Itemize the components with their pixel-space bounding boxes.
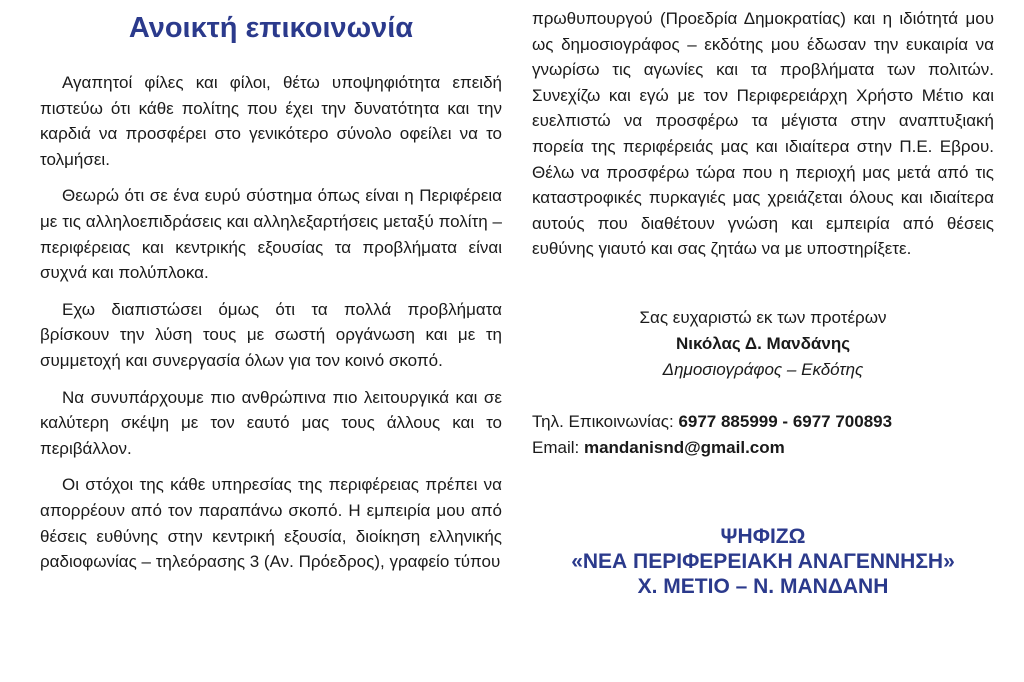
vote-callout — [532, 524, 994, 599]
signoff-thanks: Σας ευχαριστώ εκ των προτέρων — [639, 307, 887, 327]
phone-line — [532, 409, 994, 435]
phone-number: 6977 885999 - 6977 700893 — [678, 411, 893, 431]
paragraph-continued: πρωθυπουργού (Προεδρία Δημοκρατίας) και η ιδιότητά μου ως δημοσιογράφος – εκδότης μου έδωσαν την ευκαιρία να γνωρίσω τις αγωνίες και τα προβλήματα των πολιτών. Συνεχίζω και εγώ με τον Περιφερειάρχη Χρήστο Μέτιο και ευελπιστώ να προσφέρω τα μέγιστα στην αναπτυξιακή πορεία της περιφέρειάς μας και ιδιαίτερα στην Π.Ε. Εβρου. Θέλω να προσφέρω τώρα που η περιοχή μας μετά από τις καταστροφικές πυρκαγιές μας χρειάζεται όλους και ιδιαίτερα αυτούς που διαθέτουν γνώση και εμπειρία από θέσεις ευθύνης γιαυτό και σας ζητάω να με υποστηρίξετε. — [532, 9, 994, 259]
signoff — [532, 305, 994, 383]
email-line — [532, 435, 994, 461]
left-column — [40, 0, 502, 682]
paragraph: Να συνυπάρχουμε πιο ανθρώπινα πιο λειτουργικά και σε καλύτερη σκέψη με τον εαυτό μας τους άλλους και το περιβάλλον. — [40, 387, 502, 458]
author-role: Δημοσιογράφος – Εκδότης — [662, 359, 864, 379]
vote-line-2: «ΝΕΑ ΠΕΡΙΦΕΡΕΙΑΚΗ ΑΝΑΓΕΝΝΗΣΗ» — [571, 549, 955, 573]
paragraph: Θεωρώ ότι σε ένα ευρύ σύστημα όπως είναι η Περιφέρεια με τις αλληλοεπιδράσεις και αλληλεξαρτήσεις μεταξύ πολίτη – περιφέρειας και κεντρικής εξουσίας τα προβλήματα είναι συχνά και πολύπλοκα. — [40, 186, 502, 283]
contact-block — [532, 409, 994, 461]
vote-line-1: ΨΗΦΙΖΩ — [720, 524, 806, 548]
email-label: Email: — [532, 437, 584, 457]
author-name: Νικόλας Δ. Μανδάνης — [675, 333, 851, 353]
paragraph: Εχω διαπιστώσει όμως ότι τα πολλά προβλήματα βρίσκουν την λύση τους με σωστή οργάνωση και με τη συμμετοχή και συνεργασία όλων για τον κοινό σκοπό. — [40, 299, 502, 370]
email-address: mandanisnd@gmail.com — [583, 437, 785, 457]
phone-label: Τηλ. Επικοινωνίας: — [532, 411, 679, 431]
article-title: Ανοικτή επικοινωνία — [128, 12, 414, 44]
right-column — [532, 0, 994, 682]
vote-line-3: Χ. ΜΕΤΙΟ – Ν. ΜΑΝΔΑΝΗ — [637, 574, 889, 598]
paragraph: Αγαπητοί φίλες και φίλοι, θέτω υποψηφιότητα επειδή πιστεύω ότι κάθε πολίτης που έχει την δυνατότητα και την καρδιά να προσφέρει στο γενικότερο σύνολο οφείλει να το τολμήσει. — [40, 73, 502, 169]
paragraph: Οι στόχοι της κάθε υπηρεσίας της περιφέρειας πρέπει να απορρέουν από τον παραπάνω σκοπό. Η εμπειρία μου από θέσεις ευθύνης στην κεντρική εξουσία, διοίκηση ελληνικής ραδιοφωνίας – τηλεόρασης 3 (Αν. Πρόεδρος), γραφείο τύπου — [40, 475, 502, 572]
